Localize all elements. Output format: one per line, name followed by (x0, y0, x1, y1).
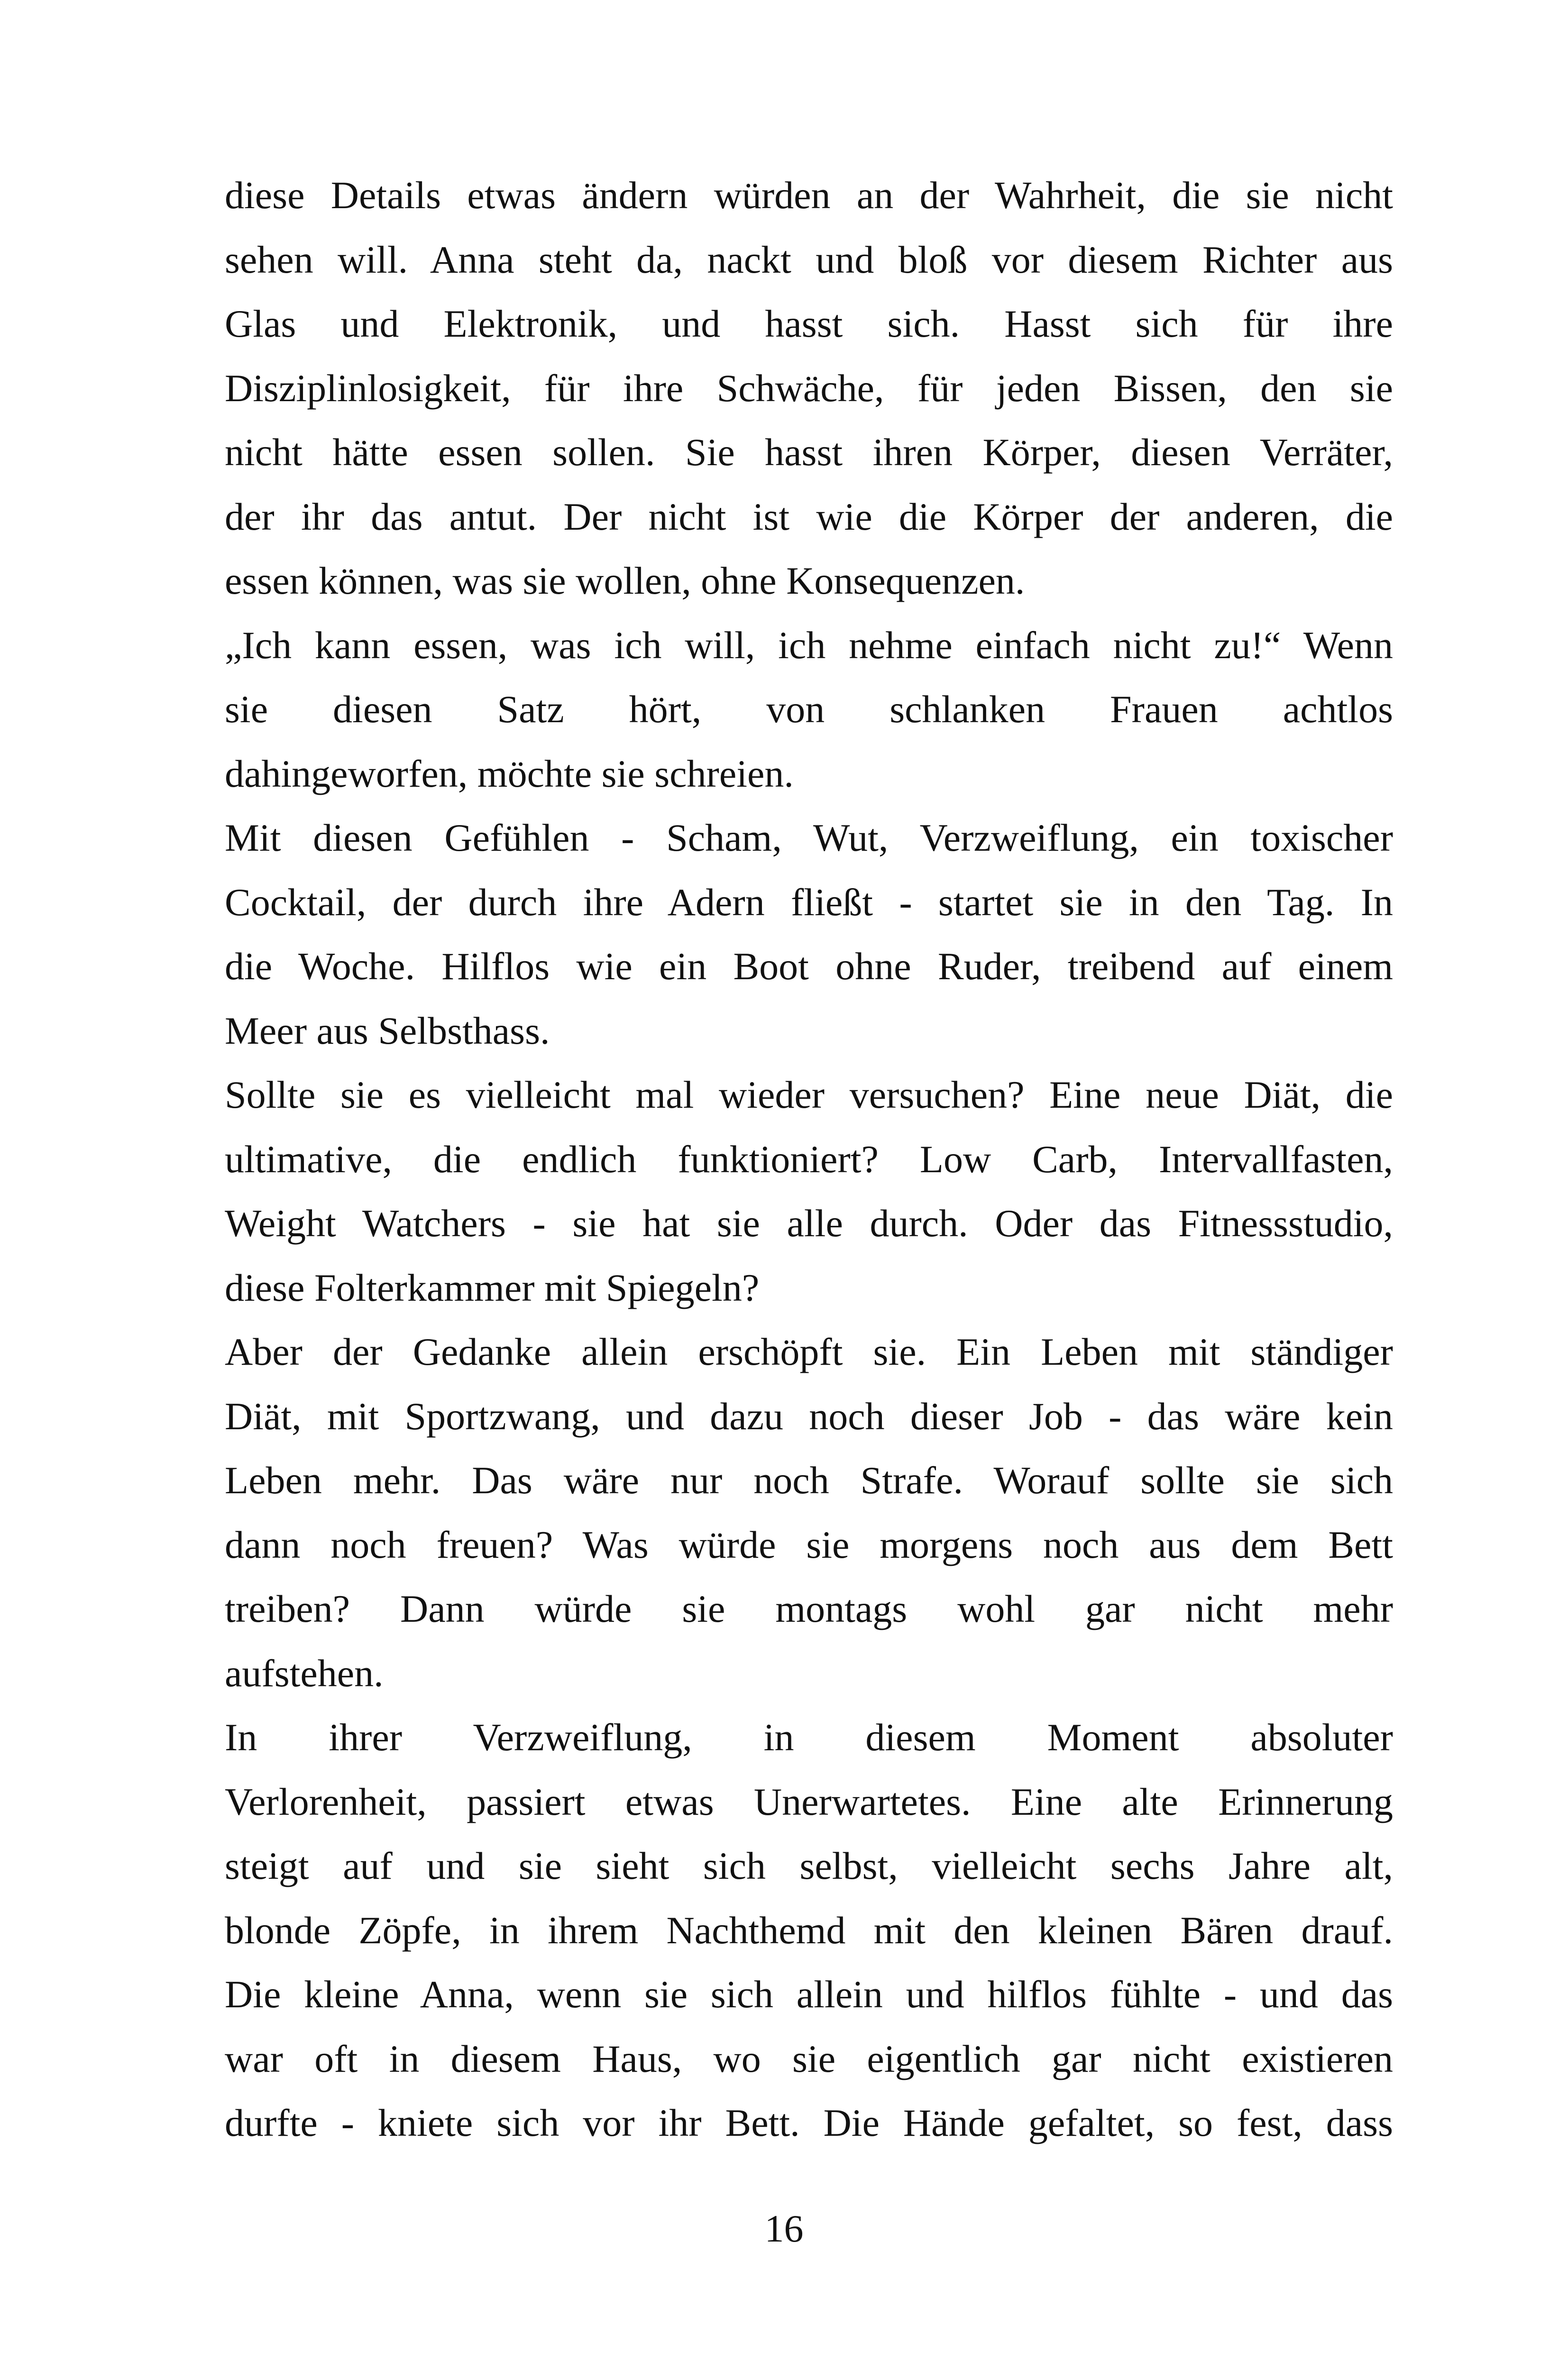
text-line: durfte - kniete sich vor ihr Bett. Die Hände gefaltet, so fest, dass (225, 2101, 1393, 2144)
text-line: aufstehen. (225, 1651, 384, 1695)
text-line: sehen will. Anna steht da, nackt und bloß vor diesem Richter aus (225, 238, 1393, 281)
text-line: Die kleine Anna, wenn sie sich allein und hilflos fühlte - und das (225, 1973, 1393, 2016)
text-line: Diät, mit Sportzwang, und dazu noch dieser Job - das wäre kein (225, 1394, 1393, 1438)
text-line: essen können, was sie wollen, ohne Konsequenzen. (225, 559, 1025, 602)
text-line: steigt auf und sie sieht sich selbst, vielleicht sechs Jahre alt, (225, 1844, 1393, 1887)
text-line: treiben? Dann würde sie montags wohl gar nicht mehr (225, 1587, 1393, 1630)
text-line: der ihr das antut. Der nicht ist wie die Körper der anderen, die (225, 495, 1393, 538)
text-line: diese Details etwas ändern würden an der Wahrheit, die sie nicht (225, 174, 1393, 217)
text-line: Verlorenheit, passiert etwas Unerwartetes. Eine alte Erinnerung (225, 1780, 1393, 1823)
body-text (225, 163, 1393, 2155)
text-line: dahingeworfen, möchte sie schreien. (225, 752, 794, 795)
text-line: In ihrer Verzweiflung, in diesem Moment absoluter (225, 1716, 1393, 1759)
text-line: Cocktail, der durch ihre Adern fließt - startet sie in den Tag. In (225, 880, 1393, 924)
text-line: Meer aus Selbsthass. (225, 1009, 550, 1052)
text-line: war oft in diesem Haus, wo sie eigentlich gar nicht existieren (225, 2037, 1393, 2080)
text-line: Sollte sie es vielleicht mal wieder versuchen? Eine neue Diät, die (225, 1073, 1393, 1116)
text-line: ultimative, die endlich funktioniert? Low Carb, Intervallfasten, (225, 1137, 1393, 1181)
text-line: diese Folterkammer mit Spiegeln? (225, 1266, 760, 1309)
text-line: Disziplinlosigkeit, für ihre Schwäche, für jeden Bissen, den sie (225, 366, 1393, 410)
text-line: Aber der Gedanke allein erschöpft sie. Ein Leben mit ständiger (225, 1330, 1393, 1373)
text-line: Weight Watchers - sie hat sie alle durch. Oder das Fitnessstudio, (225, 1202, 1393, 1245)
page-number: 16 (764, 2207, 804, 2250)
text-line: „Ich kann essen, was ich will, ich nehme einfach nicht zu!“ Wenn (225, 623, 1393, 667)
text-line: dann noch freuen? Was würde sie morgens noch aus dem Bett (225, 1523, 1393, 1566)
text-line: sie diesen Satz hört, von schlanken Frauen achtlos (225, 688, 1393, 731)
text-line: Glas und Elektronik, und hasst sich. Hasst sich für ihre (225, 302, 1393, 345)
text-line: blonde Zöpfe, in ihrem Nachthemd mit den kleinen Bären drauf. (225, 1908, 1393, 1952)
text-line: Mit diesen Gefühlen - Scham, Wut, Verzweiflung, ein toxischer (225, 816, 1393, 859)
text-line: Leben mehr. Das wäre nur noch Strafe. Worauf sollte sie sich (225, 1459, 1393, 1502)
text-line: nicht hätte essen sollen. Sie hasst ihren Körper, diesen Verräter, (225, 431, 1393, 474)
text-line: die Woche. Hilflos wie ein Boot ohne Ruder, treibend auf einem (225, 945, 1393, 988)
